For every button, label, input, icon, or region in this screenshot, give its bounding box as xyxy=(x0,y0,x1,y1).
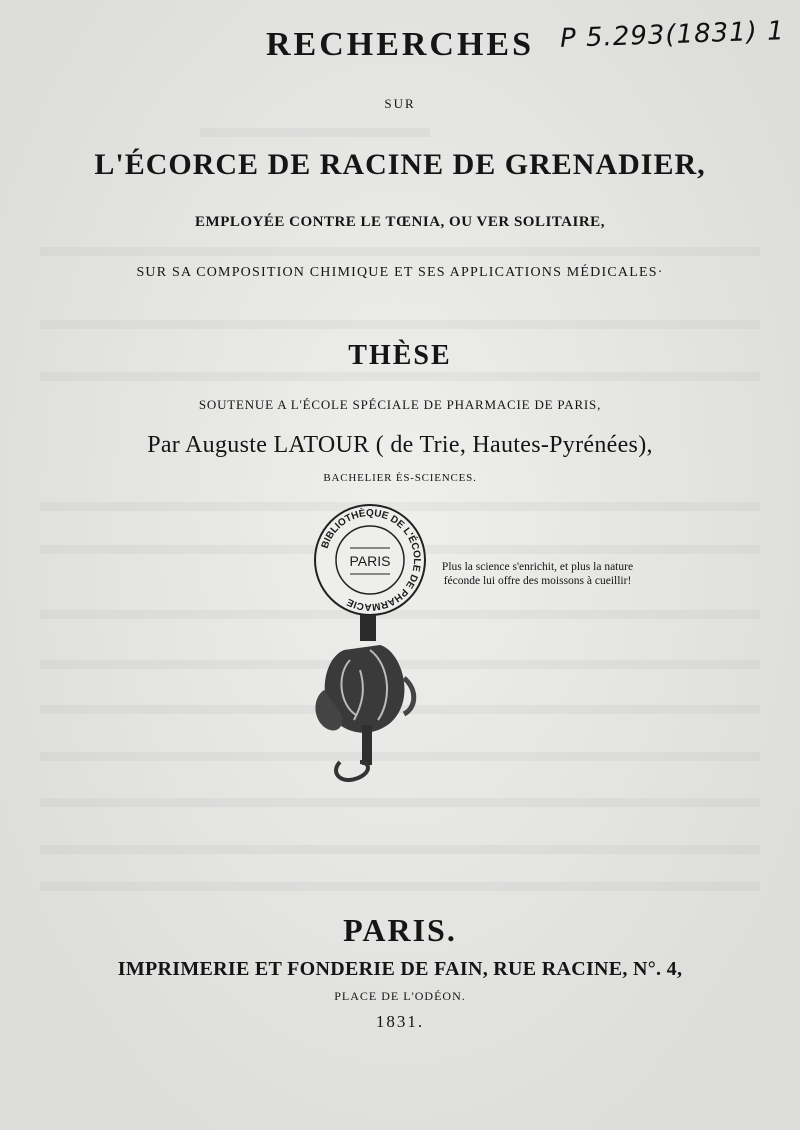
show-through xyxy=(40,882,760,891)
thesis-institution: SOUTENUE A L'ÉCOLE SPÉCIALE DE PHARMACIE DE PARIS, xyxy=(198,397,602,412)
show-through xyxy=(40,247,760,256)
show-through xyxy=(200,128,430,137)
pomegranate-vignette xyxy=(315,615,413,780)
epigraph: Plus la science s'enrichit, et plus la nature féconde lui offre des moissons à cueillir! xyxy=(441,561,634,587)
title-connector: SUR xyxy=(384,96,416,111)
author-degree: BACHELIER ÈS-SCIENCES. xyxy=(323,472,477,484)
handwritten-shelfmark: P 5.293(1831) 1 xyxy=(559,16,786,54)
show-through xyxy=(40,320,760,329)
stamp-ring-text: BIBLIOTHÈQUE DE L'ÉCOLE DE PHARMACIE xyxy=(319,507,423,613)
subject-heading: L'ÉCORCE DE RACINE DE GRENADIER, xyxy=(94,148,706,181)
imprint-year: 1831. xyxy=(375,1012,425,1031)
title: RECHERCHES xyxy=(265,26,535,63)
imprint-city: PARIS. xyxy=(343,912,457,948)
subtitle-line-2: SUR SA COMPOSITION CHIMIQUE ET SES APPLICATIONS MÉDICALES· xyxy=(136,265,664,280)
library-stamp xyxy=(315,505,425,615)
show-through xyxy=(40,845,760,854)
show-through xyxy=(40,372,760,381)
author-line: Par Auguste LATOUR ( de Trie, Hautes-Pyrénées), xyxy=(147,432,653,458)
thesis-heading: THÈSE xyxy=(348,340,452,371)
library-stamp-and-vignette xyxy=(300,500,440,790)
imprint-place: PLACE DE L'ODÉON. xyxy=(334,989,466,1003)
subtitle-line-1: EMPLOYÉE CONTRE LE TŒNIA, OU VER SOLITAIRE, xyxy=(195,214,605,230)
stamp-center-text: PARIS xyxy=(349,553,391,569)
imprint-printer: IMPRIMERIE ET FONDERIE DE FAIN, RUE RACINE, N°. 4, xyxy=(117,958,683,980)
show-through xyxy=(40,798,760,807)
